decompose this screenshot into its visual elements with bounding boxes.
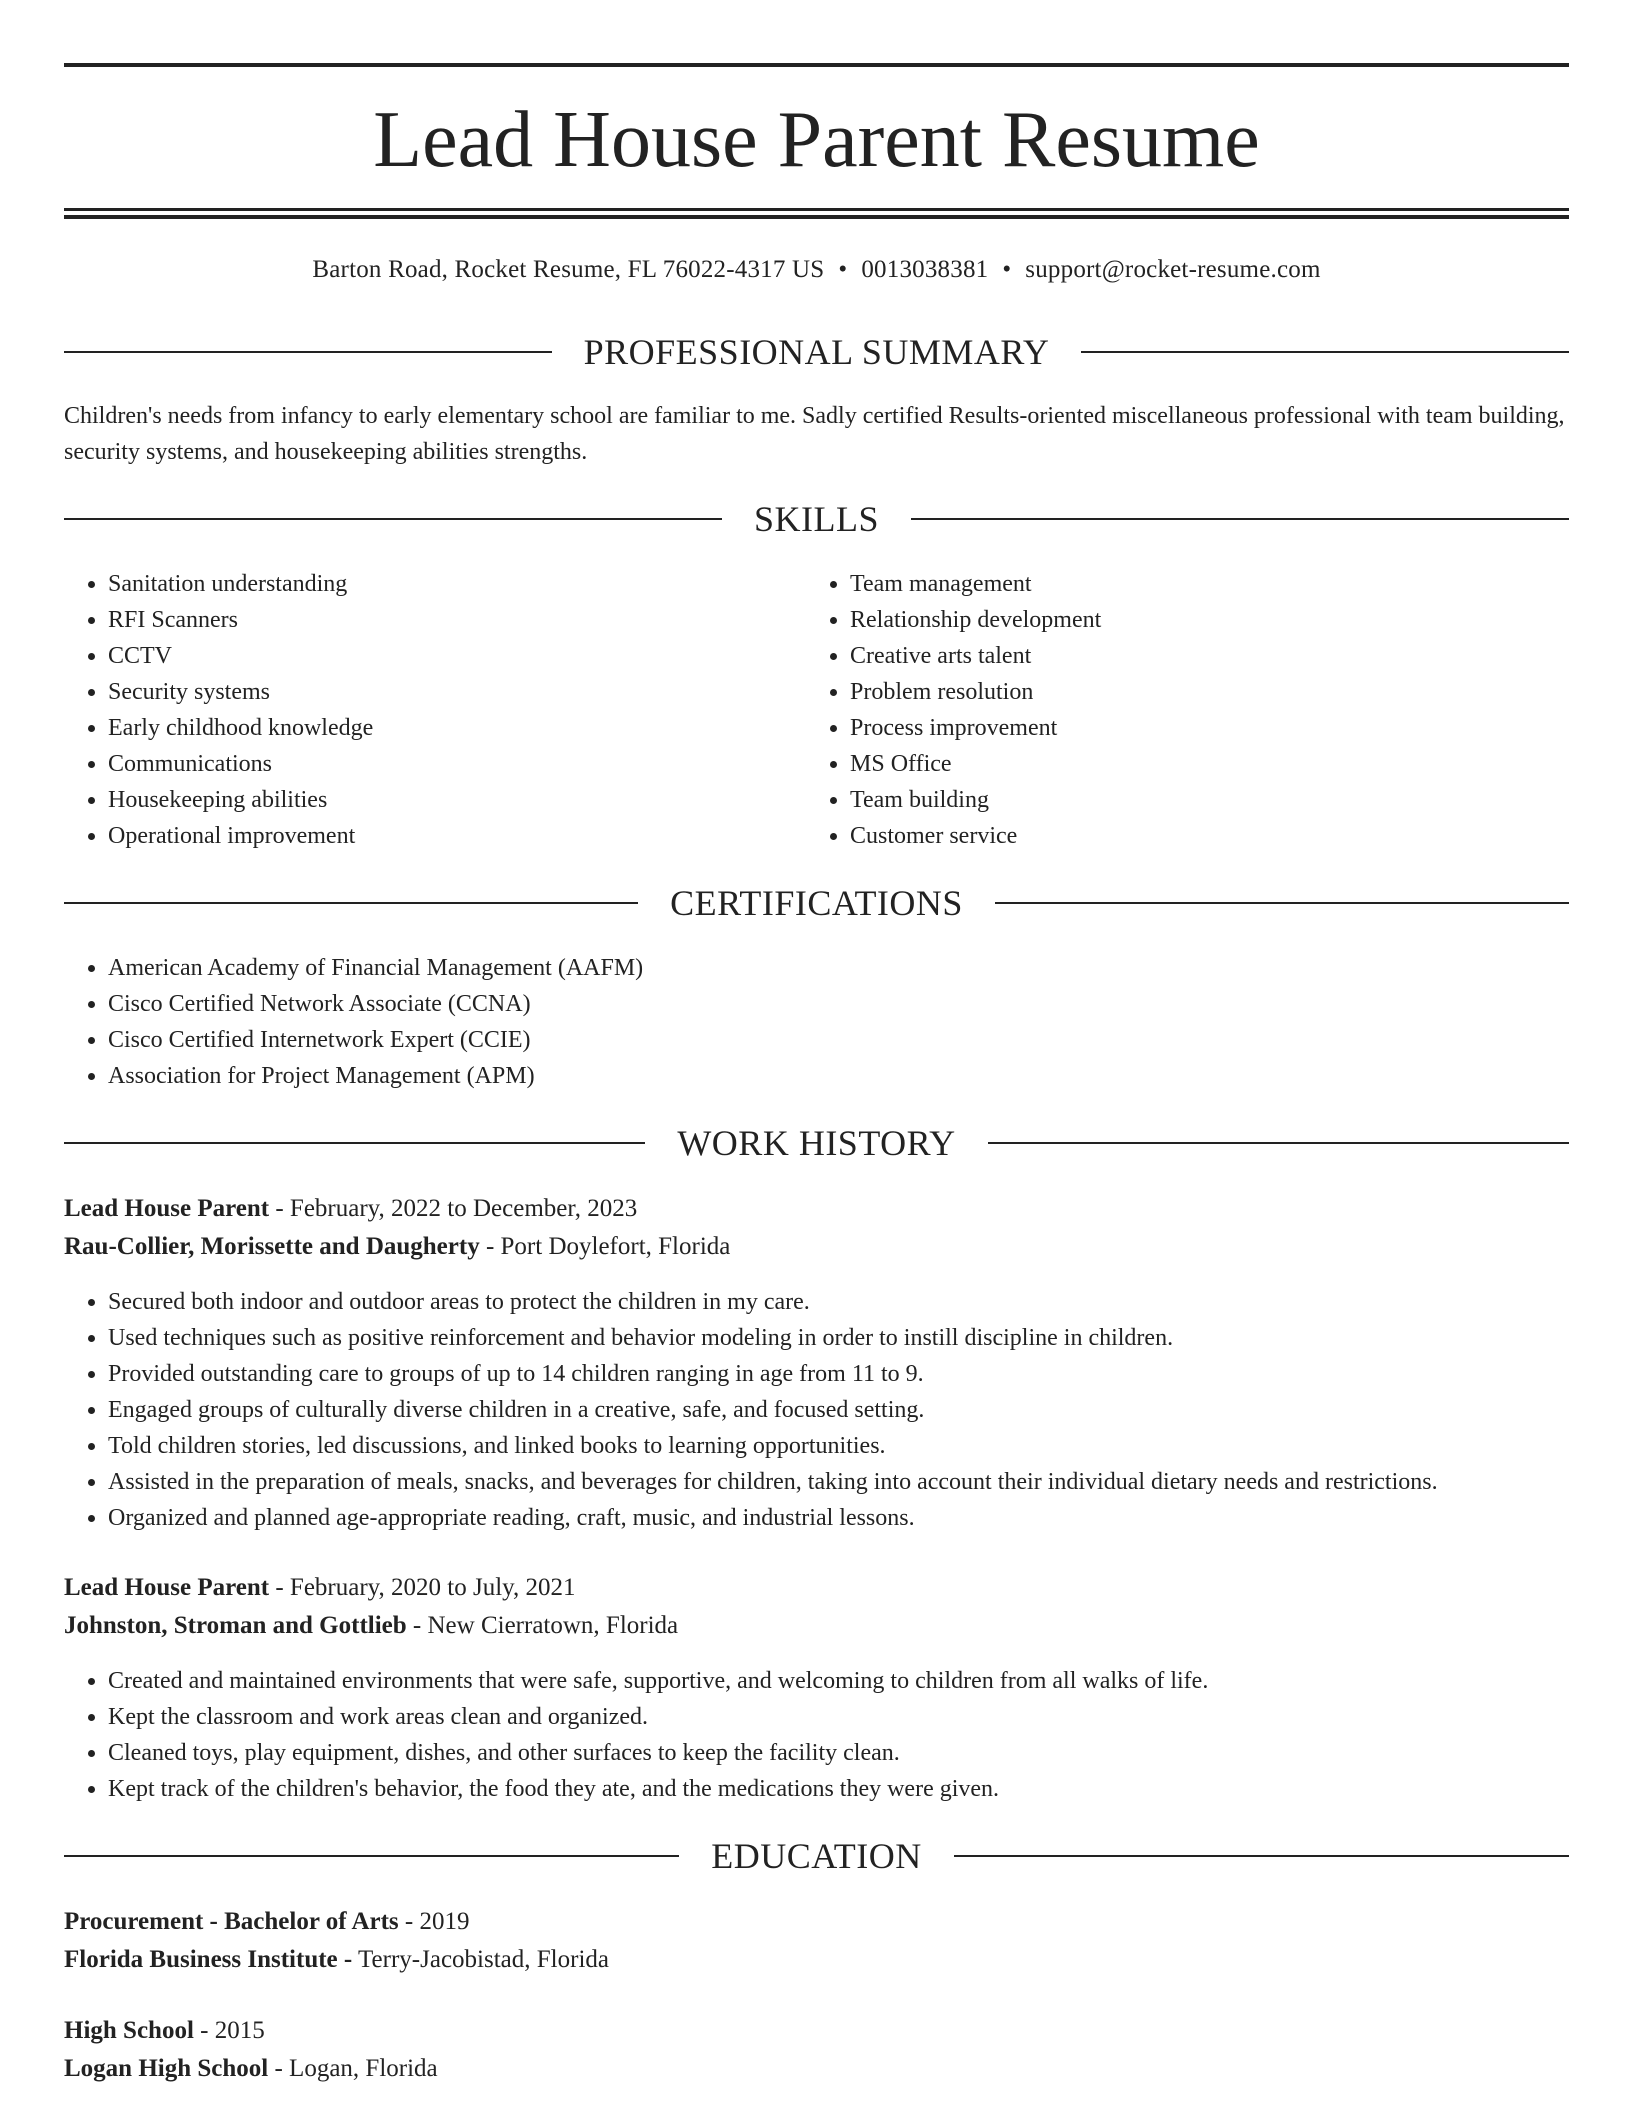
certification-item: • Cisco Certified Internetwork Expert (CCIE) [108, 1022, 1568, 1058]
job-location: - New Cierratown, Florida [406, 1612, 679, 1639]
heading-rule [64, 902, 638, 904]
job-duty: • Organized and planned age-appropriate reading, craft, music, and industrial lessons. [108, 1500, 1613, 1536]
skill-item: • Problem resolution [850, 674, 1570, 710]
certification-item: • American Academy of Financial Management (AAFM) [108, 950, 1568, 986]
job-dates: - February, 2022 to December, 2023 [269, 1195, 638, 1222]
section-title: EDUCATION [711, 1836, 922, 1876]
job-location: - Port Doylefort, Florida [479, 1233, 731, 1260]
heading-rule [988, 1142, 1569, 1144]
skill-item: • Early childhood knowledge [108, 710, 808, 746]
education-school-line [64, 2050, 1569, 2088]
job-company: Johnston, Stroman and Gottlieb [64, 1612, 407, 1639]
contact-line [64, 253, 1569, 287]
title-rule-lower [64, 215, 1569, 219]
contact-email[interactable]: support@rocket-resume.com [1025, 256, 1321, 283]
skill-item: • Sanitation understanding [108, 566, 808, 602]
education-degree-line [64, 1903, 1569, 1941]
education-location: Terry-Jacobistad, Florida [352, 1946, 609, 1973]
job-duty: • Kept the classroom and work areas clean and organized. [108, 1699, 1613, 1735]
education-year: - 2015 [193, 2017, 265, 2044]
job-duty: • Cleaned toys, play equipment, dishes, and other surfaces to keep the facility clean. [108, 1735, 1613, 1771]
job-duty: • Provided outstanding care to groups of up to 14 children ranging in age from 11 to 9. [108, 1356, 1613, 1392]
education-school: Logan High School [64, 2055, 269, 2082]
job-company: Rau-Collier, Morissette and Daugherty [64, 1233, 480, 1260]
title-rule-upper [64, 208, 1569, 211]
heading-rule [1081, 351, 1569, 353]
job-duty: • Used techniques such as positive reinforcement and behavior modeling in order to instill discipline in children. [108, 1320, 1613, 1356]
heading-rule [64, 518, 722, 520]
certifications-heading [64, 881, 1569, 925]
job-duty: • Assisted in the preparation of meals, snacks, and beverages for children, taking into account their individual dietary needs and restrictions. [108, 1464, 1613, 1500]
skill-item: • Operational improvement [108, 818, 808, 854]
skill-item: • Communications [108, 746, 808, 782]
job-duty: • Kept track of the children's behavior, the food they ate, and the medications they were given. [108, 1771, 1613, 1807]
education-school-line [64, 1941, 1569, 1979]
section-title: SKILLS [754, 499, 880, 539]
education-degree: High School [64, 2017, 194, 2044]
skills-heading [64, 497, 1569, 541]
job-company-line [64, 1607, 1569, 1645]
certifications-list [64, 950, 1568, 1094]
skill-item: • Security systems [108, 674, 808, 710]
job-duties-list [64, 1284, 1613, 1536]
heading-rule [911, 518, 1569, 520]
summary-heading [64, 330, 1569, 374]
contact-separator: • [838, 256, 848, 283]
job-duties-list [64, 1663, 1613, 1807]
heading-rule [954, 1855, 1569, 1857]
skill-item: • Team building [850, 782, 1570, 818]
education-location: - Logan, Florida [268, 2055, 438, 2082]
work-history-heading [64, 1121, 1569, 1165]
certification-item: • Cisco Certified Network Associate (CCNA) [108, 986, 1568, 1022]
contact-phone: 0013038381 [861, 256, 989, 283]
skills-list-left [64, 566, 808, 854]
education-degree: Procurement - Bachelor of Arts [64, 1908, 399, 1935]
contact-separator: • [1002, 256, 1012, 283]
skill-item: • Team management [850, 566, 1570, 602]
job-title: Lead House Parent [64, 1195, 270, 1222]
skill-item: • CCTV [108, 638, 808, 674]
job-title: Lead House Parent [64, 1574, 270, 1601]
heading-rule [64, 1142, 645, 1144]
skill-item: • RFI Scanners [108, 602, 808, 638]
contact-address: Barton Road, Rocket Resume, FL 76022-4317 US [312, 256, 825, 283]
heading-rule [64, 1855, 679, 1857]
heading-rule [64, 351, 552, 353]
job-duty: • Engaged groups of culturally diverse children in a creative, safe, and focused setting. [108, 1392, 1613, 1428]
certification-item: • Association for Project Management (APM) [108, 1058, 1568, 1094]
education-school: Florida Business Institute - [64, 1946, 353, 1973]
job-title-line [64, 1569, 1569, 1607]
skill-item: • Housekeeping abilities [108, 782, 808, 818]
job-duty: • Told children stories, led discussions, and linked books to learning opportunities. [108, 1428, 1613, 1464]
education-heading [64, 1834, 1569, 1878]
summary-text: Children's needs from infancy to early elementary school are familiar to me. Sadly certified Results-oriented miscellaneous professional with team building, security systems, and housekeeping abilities strengths. [64, 403, 1565, 465]
heading-rule [995, 902, 1569, 904]
job-dates: - February, 2020 to July, 2021 [269, 1574, 576, 1601]
skill-item: • MS Office [850, 746, 1570, 782]
skills-list-right [806, 566, 1570, 854]
skill-item: • Process improvement [850, 710, 1570, 746]
section-title: CERTIFICATIONS [670, 883, 963, 923]
skill-item: • Customer service [850, 818, 1570, 854]
top-rule [64, 63, 1569, 67]
job-duty: • Created and maintained environments that were safe, supportive, and welcoming to children from all walks of life. [108, 1663, 1613, 1699]
job-title-line [64, 1190, 1569, 1228]
skill-item: • Relationship development [850, 602, 1570, 638]
section-title: PROFESSIONAL SUMMARY [583, 332, 1050, 372]
job-duty: • Secured both indoor and outdoor areas to protect the children in my care. [108, 1284, 1613, 1320]
skill-item: • Creative arts talent [850, 638, 1570, 674]
job-company-line [64, 1228, 1569, 1266]
education-degree-line [64, 2012, 1569, 2050]
section-title: WORK HISTORY [677, 1123, 956, 1163]
resume-title: Lead House Parent Resume [373, 96, 1260, 184]
education-year: - 2019 [398, 1908, 470, 1935]
